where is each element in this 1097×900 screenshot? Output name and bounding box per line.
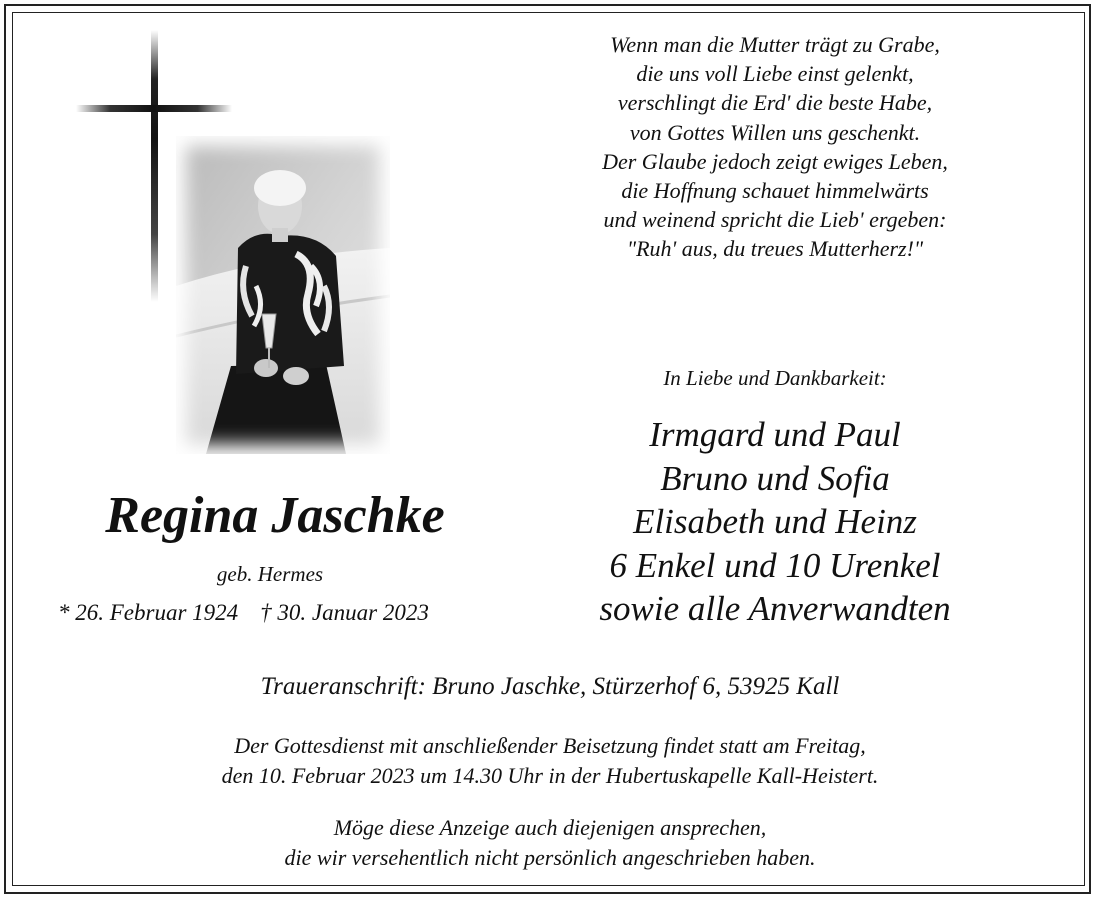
- life-dates: [58, 600, 498, 626]
- mourner-name: Elisabeth und Heinz: [633, 502, 917, 541]
- poem-line: von Gottes Willen uns geschenkt.: [629, 119, 921, 145]
- birth-date: * 26. Februar 1924: [58, 600, 239, 625]
- portrait-photo: [176, 136, 390, 454]
- mourning-address: Traueranschrift: Bruno Jaschke, Stürzerhof 6, 53925 Kall: [260, 673, 840, 700]
- closing-line: die wir versehentlich nicht persönlich angeschrieben haben.: [284, 845, 816, 870]
- mourner-name: 6 Enkel und 10 Urenkel: [609, 545, 941, 585]
- poem-line: verschlingt die Erd' die beste Habe,: [617, 90, 933, 116]
- poem-line: Wenn man die Mutter trägt zu Grabe,: [610, 32, 940, 57]
- service-info: [100, 731, 1000, 791]
- poem-line: die uns voll Liebe einst gelenkt,: [636, 61, 914, 87]
- mourners-intro: In Liebe und Dankbarkeit:: [663, 366, 887, 390]
- birth-name: geb. Hermes: [216, 562, 324, 586]
- poem: [540, 30, 1010, 264]
- death-date: † 30. Januar 2023: [260, 600, 429, 625]
- cross-icon: [151, 30, 158, 302]
- mourner-name: Bruno und Sofia: [660, 458, 890, 498]
- poem-line: Der Glaube jedoch zeigt ewiges Leben,: [602, 148, 948, 174]
- cross-icon-bar: [76, 105, 232, 112]
- mourner-name: sowie alle Anverwandten: [599, 589, 951, 628]
- mourners-list: [540, 413, 1010, 631]
- service-line: Der Gottesdienst mit anschließender Beisetzung findet statt am Freitag,: [234, 733, 866, 758]
- closing-line: Möge diese Anzeige auch diejenigen ansprechen,: [333, 815, 767, 840]
- poem-line: "Ruh' aus, du treues Mutterherz!": [626, 236, 924, 262]
- poem-line: die Hoffnung schauet himmelwärts: [621, 178, 929, 204]
- deceased-name: Regina Jaschke: [105, 487, 445, 544]
- poem-line: und weinend spricht die Lieb' ergeben:: [603, 207, 947, 233]
- mourner-name: Irmgard und Paul: [649, 415, 901, 454]
- closing-note: [100, 813, 1000, 873]
- service-line: den 10. Februar 2023 um 14.30 Uhr in der Hubertuskapelle Kall-Heistert.: [221, 763, 879, 788]
